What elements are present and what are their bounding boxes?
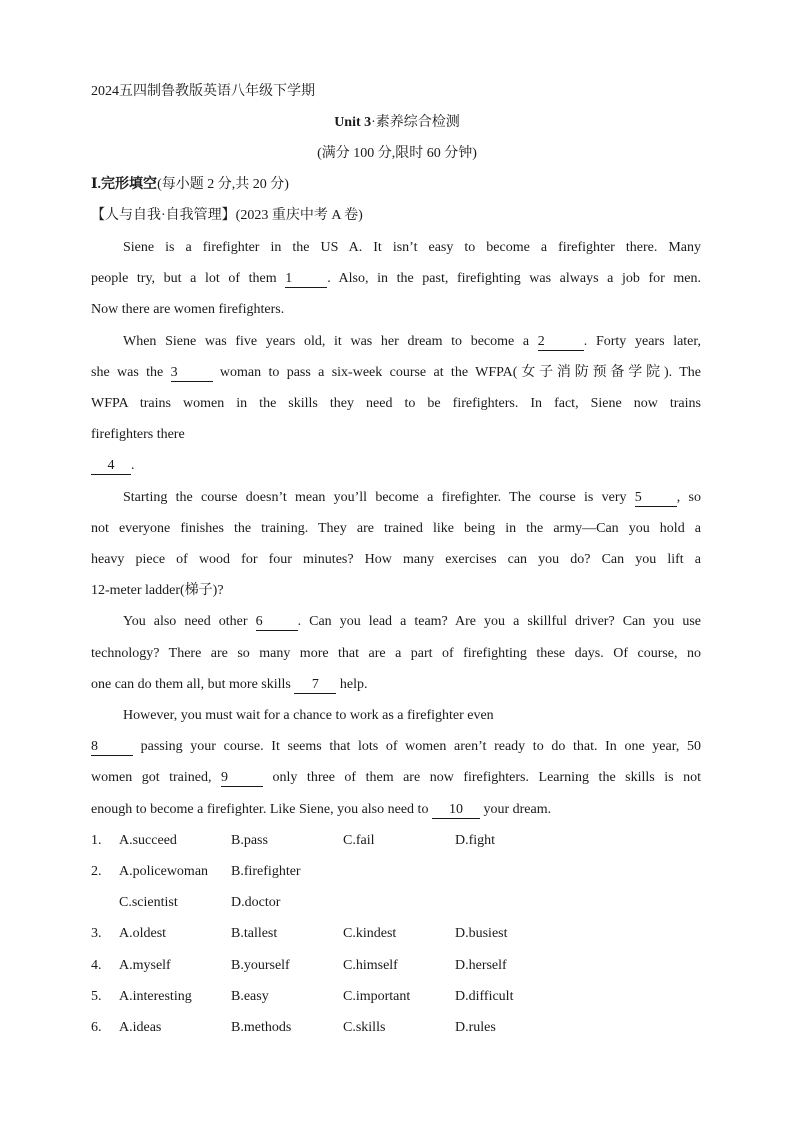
passage-line: 12-meter ladder(梯子)? xyxy=(91,583,224,598)
option-b: B.pass xyxy=(231,833,268,848)
option-a: A.myself xyxy=(119,958,171,973)
passage-line: 8 passing your course. It seems that lots of women aren’t ready to do that. In one year, 50 xyxy=(91,739,701,754)
section-title-rest: (每小题 2 分,共 20 分) xyxy=(157,177,289,192)
option-a: A.succeed xyxy=(119,833,177,848)
option-c: C.himself xyxy=(343,958,398,973)
option-b: B.tallest xyxy=(231,926,278,941)
passage-line: Siene is a firefighter in the US A. It isn’t easy to become a firefighter there. Many xyxy=(123,240,701,255)
option-a: A.ideas xyxy=(119,1020,162,1035)
option-c: C.kindest xyxy=(343,926,397,941)
blank-4: 4 xyxy=(91,458,131,475)
blank-1: 1 xyxy=(285,271,327,288)
option-d: D.busiest xyxy=(455,926,508,941)
option-d: D.herself xyxy=(455,958,507,973)
section-title xyxy=(91,175,289,195)
option-b: B.firefighter xyxy=(231,864,301,879)
passage-line: When Siene was five years old, it was her dream to become a 2 . Forty years later, xyxy=(123,334,701,349)
blank-10: 10 xyxy=(432,802,480,819)
passage-line: technology? There are so many more that are a part of firefighting these days. Of course, no xyxy=(91,646,701,661)
option-c: C.skills xyxy=(343,1020,386,1035)
option-d: D.fight xyxy=(455,833,496,848)
section-title-bold: Ⅰ.完形填空 xyxy=(91,177,158,192)
series-title: 2024五四制鲁教版英语八年级下学期 xyxy=(91,84,315,99)
section-theme: 【人与自我·自我管理】(2023 重庆中考 A 卷) xyxy=(91,208,363,223)
blank-8: 8 xyxy=(91,739,133,756)
option-a: A.oldest xyxy=(119,926,167,941)
unit-subtitle: ·素养综合检测 xyxy=(371,115,460,130)
question-number: 2. xyxy=(91,864,102,879)
blank-3: 3 xyxy=(171,365,213,382)
unit-label: Unit 3 xyxy=(334,115,372,130)
passage-line: one can do them all, but more skills 7 help. xyxy=(91,677,368,692)
question-number: 6. xyxy=(91,1020,102,1035)
question-number: 3. xyxy=(91,926,102,941)
option-d: D.rules xyxy=(455,1020,496,1035)
option-b: B.yourself xyxy=(231,958,290,973)
blank-6: 6 xyxy=(256,614,298,631)
option-a: A.policewoman xyxy=(119,864,209,879)
blank-7: 7 xyxy=(294,677,336,694)
option-c: C.scientist xyxy=(119,895,178,910)
passage-line: not everyone finishes the training. They are trained like being in the army—Can you hold a xyxy=(91,521,701,536)
passage-line: women got trained, 9 only three of them are now firefighters. Learning the skills is not xyxy=(91,770,701,785)
option-c: C.important xyxy=(343,989,411,1004)
question-number: 5. xyxy=(91,989,102,1004)
question-number: 1. xyxy=(91,833,102,848)
passage-line: people try, but a lot of them 1 . Also, in the past, firefighting was always a job for men. xyxy=(91,271,701,286)
option-b: B.easy xyxy=(231,989,269,1004)
passage-line: she was the 3 woman to pass a six-week course at the WFPA(女子消防预备学院). The xyxy=(91,365,702,380)
option-c: C.fail xyxy=(343,833,375,848)
passage-line: You also need other 6 . Can you lead a team? Are you a skillful driver? Can you use xyxy=(123,614,701,629)
option-b: B.methods xyxy=(231,1020,292,1035)
option-d: D.doctor xyxy=(231,895,281,910)
passage-line: Starting the course doesn’t mean you’ll become a firefighter. The course is very 5 , so xyxy=(123,490,701,505)
passage-line: heavy piece of wood for four minutes? How many exercises can you do? Can you lift a xyxy=(91,552,701,567)
option-d: D.difficult xyxy=(455,989,514,1004)
passage-line: 4 . xyxy=(91,456,135,476)
passage-line: enough to become a firefighter. Like Siene, you also need to 10 your dream. xyxy=(91,802,552,817)
option-a: A.interesting xyxy=(119,989,192,1004)
blank-5: 5 xyxy=(635,490,677,507)
passage-line: However, you must wait for a chance to work as a firefighter even xyxy=(123,708,494,723)
unit-title xyxy=(0,113,794,133)
passage-line: Now there are women firefighters. xyxy=(91,302,285,317)
passage-line: firefighters there xyxy=(91,427,185,442)
blank-2: 2 xyxy=(538,334,584,351)
blank-9: 9 xyxy=(221,770,263,787)
score-info: (满分 100 分,限时 60 分钟) xyxy=(317,146,477,161)
question-number: 4. xyxy=(91,958,102,973)
passage-line: WFPA trains women in the skills they need to be firefighters. In fact, Siene now trains xyxy=(91,396,701,411)
